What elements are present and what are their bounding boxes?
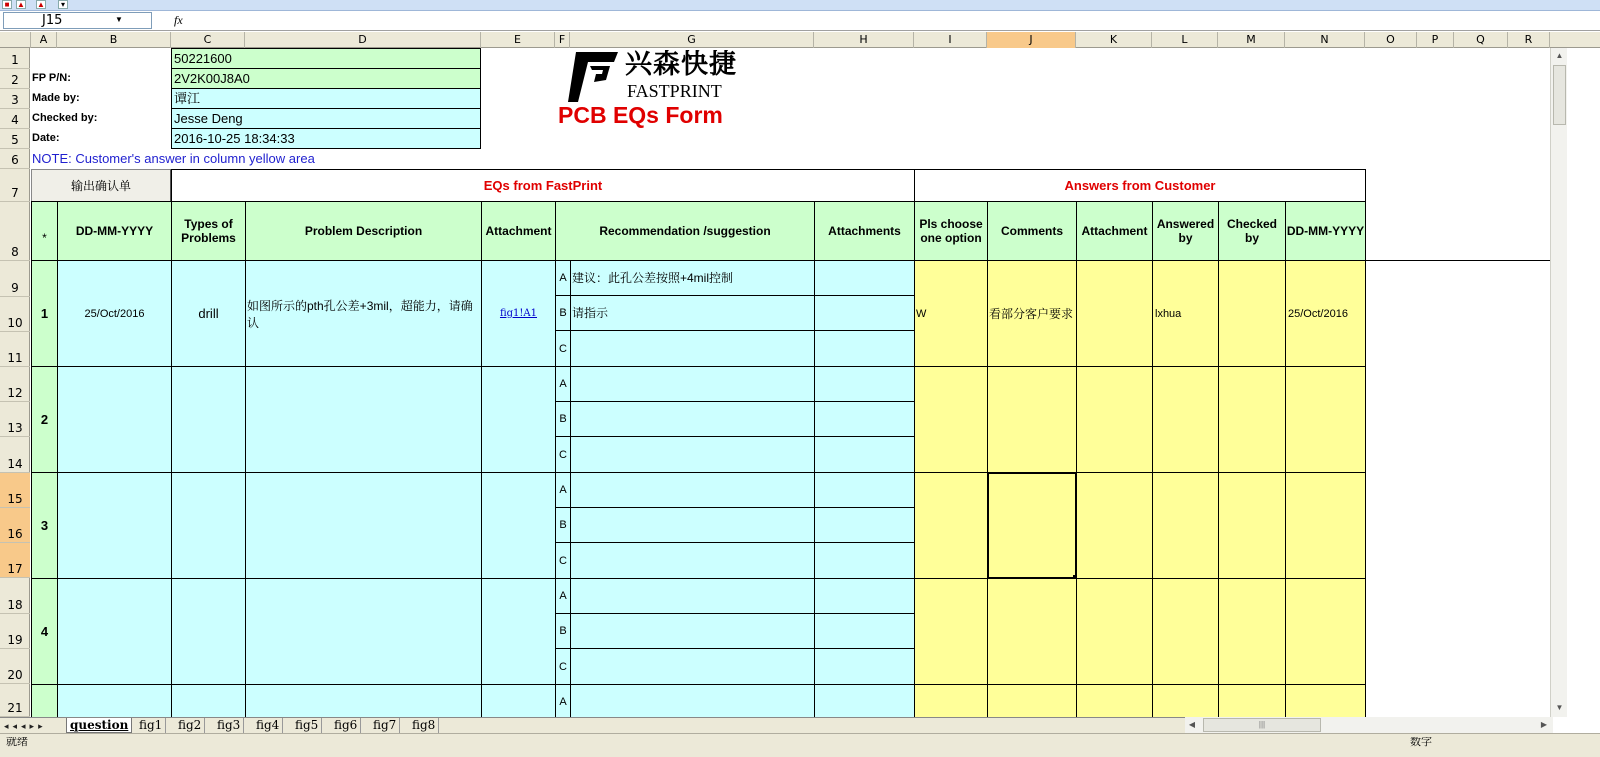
logo-cn-text: 兴森快捷 [625,50,737,80]
sheet-tab[interactable]: question [66,718,132,733]
checked-by-label: Checked by: [32,112,98,124]
answer-date[interactable]: 25/Oct/2016 [1285,260,1366,367]
eq-attachments-cell[interactable] [814,330,915,367]
option-letter: B [555,401,571,437]
option-letter: B [555,613,571,649]
name-box[interactable]: J15 [3,12,152,29]
sheet-tab[interactable]: fig3 [214,718,244,733]
eq-attachments-cell[interactable] [814,648,915,685]
eq-type[interactable] [171,366,246,473]
eq-attachments-cell[interactable] [814,507,915,543]
export-confirmation-button[interactable]: 输出确认单 [31,169,171,202]
sheet-tab[interactable]: fig2 [175,718,205,733]
header-attachment: Attachment [481,201,556,261]
option-letter: A [555,684,571,717]
row-header-bar [0,48,30,717]
date-label: Date: [32,132,60,144]
answer-checked-by[interactable] [1218,260,1286,367]
header-choose-option: Pls choose one option [914,201,988,261]
status-bar [0,733,1600,757]
eq-attachments-cell[interactable] [814,436,915,473]
row-header[interactable]: 3 [0,89,30,109]
sheet-tab[interactable]: fig5 [292,718,322,733]
header-star: * [31,201,58,261]
answer-attachment[interactable] [1076,366,1153,473]
option-letter: A [555,260,571,296]
header-types: Types of Problems [171,201,246,261]
sheet-tab[interactable]: fig8 [409,718,439,733]
made-by-value[interactable]: 谭江 [171,88,481,109]
column-header-c[interactable]: C [171,32,245,48]
option-letter: B [555,507,571,543]
eq-attachments-cell[interactable] [814,260,915,296]
eq-recommendation-c[interactable] [570,330,815,367]
header-bottom-rule [1366,260,1565,261]
horizontal-scroll-thumb[interactable]: ||| [1203,718,1321,732]
eq-type[interactable] [171,472,246,579]
pdf-export-icon[interactable]: ▲ [37,0,45,9]
row-header[interactable]: 7 [0,169,30,202]
vertical-scrollbar[interactable] [1550,48,1567,717]
eq-problem[interactable] [245,472,482,579]
logo-en-text: FASTPRINT [627,81,722,101]
row-header[interactable]: 10 [0,297,30,332]
row-header[interactable]: 2 [0,69,30,89]
eq-attachment-link[interactable] [481,366,556,473]
eq-recommendation-c[interactable] [570,542,815,579]
row-header[interactable]: 19 [0,614,30,649]
header-attachments: Attachments [814,201,915,261]
window-top-strip [0,0,1600,11]
row-header[interactable]: 16 [0,508,30,543]
quick-access-dropdown-icon[interactable]: ▾ [58,0,68,9]
answer-attachment[interactable] [1076,472,1153,579]
option-letter: C [555,542,571,579]
eq-attachments-cell[interactable] [814,366,915,402]
answer-comments[interactable]: 看部分客户要求 [987,260,1077,367]
column-header-e[interactable]: E [481,32,555,48]
eq-date[interactable] [57,366,172,473]
eq-problem[interactable] [245,684,482,717]
answer-choice[interactable] [914,578,988,685]
row-header[interactable]: 5 [0,129,30,149]
eq-recommendation-a[interactable] [570,684,815,717]
formula-input[interactable] [188,12,1598,29]
column-header-f[interactable]: F [555,32,570,48]
status-mode: 就绪 [6,737,28,747]
horizontal-scrollbar[interactable] [1185,717,1553,733]
select-all-corner[interactable] [0,32,31,48]
scroll-up-icon[interactable]: ▲ [1555,51,1564,60]
made-by-label: Made by: [32,92,80,104]
column-header-o[interactable]: O [1365,32,1417,48]
answer-attachment[interactable] [1076,578,1153,685]
eq-number: 2 [31,366,58,473]
answer-choice[interactable] [914,366,988,473]
eq-problem[interactable] [245,366,482,473]
row-header[interactable]: 21 [0,684,30,717]
option-letter: B [555,295,571,331]
eq-recommendation-a[interactable] [570,472,815,508]
answer-checked-by[interactable] [1218,684,1286,717]
header-recommendation: Recommendation /suggestion [555,201,815,261]
row-header[interactable]: 9 [0,261,30,297]
scroll-down-icon[interactable]: ▼ [1555,703,1564,712]
name-box-dropdown-icon[interactable]: ▼ [115,15,123,24]
eq-attachment-link[interactable] [481,472,556,579]
eq-recommendation-b[interactable]: 请指示 [570,295,815,331]
eq-type[interactable]: drill [171,260,246,367]
eq-attachments-cell[interactable] [814,542,915,579]
fp-pn-label: FP P/N: [32,72,71,84]
answer-choice[interactable]: W [914,260,988,367]
eq-attachment-link[interactable] [481,684,556,717]
column-header-l[interactable]: L [1152,32,1218,48]
eq-recommendation-a[interactable]: 建议：此孔公差按照+4mil控制 [570,260,815,296]
eq-attachments-cell[interactable] [814,578,915,614]
sheet-tab[interactable]: fig1 [136,718,166,733]
answer-attachment[interactable] [1076,260,1153,367]
answer-date[interactable] [1285,366,1366,473]
eq-recommendation-a[interactable] [570,366,815,402]
answer-checked-by[interactable] [1218,578,1286,685]
answer-comments[interactable] [987,684,1077,717]
checked-by-value[interactable]: Jesse Deng [171,108,481,129]
option-letter: A [555,578,571,614]
answer-answered-by[interactable] [1152,578,1219,685]
column-header-b[interactable]: B [57,32,171,48]
answer-answered-by[interactable] [1152,684,1219,717]
value-c1[interactable]: 50221600 [171,48,481,69]
column-header-a[interactable]: A [31,32,57,48]
eq-attachments-cell[interactable] [814,472,915,508]
eq-number: 1 [31,260,58,367]
form-title: PCB EQs Form [558,102,723,128]
header-date: DD-MM-YYYY [57,201,172,261]
answer-comments[interactable] [987,578,1077,685]
eq-attachments-cell[interactable] [814,295,915,331]
answer-checked-by[interactable] [1218,366,1286,473]
eq-recommendation-b[interactable] [570,401,815,437]
answer-comments[interactable] [987,366,1077,473]
eq-attachments-cell[interactable] [814,684,915,717]
answer-choice[interactable] [914,472,988,579]
column-header-bar [0,32,1600,48]
answer-date[interactable] [1285,472,1366,579]
fastprint-logo-icon [566,50,621,102]
answer-answered-by[interactable] [1152,472,1219,579]
answer-date[interactable] [1285,578,1366,685]
status-num: 数字 [1410,737,1432,747]
eq-date[interactable] [57,684,172,717]
answer-checked-by[interactable] [1218,472,1286,579]
fx-icon[interactable]: fx [174,13,183,27]
eq-problem[interactable] [245,578,482,685]
column-header-d[interactable]: D [245,32,481,48]
header-answered-by: Answered by [1152,201,1219,261]
tab-scroll-arrows-icon[interactable]: ◂◂◂▸▸ [4,721,47,731]
row-header[interactable]: 4 [0,109,30,129]
eq-problem[interactable]: 如图所示的pth孔公差+3mil，超能力，请确认 [245,260,482,367]
sheet-tab-bar [0,717,1185,733]
eq-recommendation-a[interactable] [570,578,815,614]
active-cell-j15[interactable] [987,472,1077,579]
column-header-m[interactable]: M [1218,32,1285,48]
header-comments: Comments [987,201,1077,261]
column-header-n[interactable]: N [1285,32,1365,48]
column-header-r[interactable]: R [1508,32,1550,48]
eq-recommendation-c[interactable] [570,648,815,685]
column-header-p[interactable]: P [1417,32,1454,48]
eq-number: 3 [31,472,58,579]
eq-number [31,684,58,717]
eq-type[interactable] [171,684,246,717]
header-date-customer: DD-MM-YYYY [1285,201,1366,261]
eq-recommendation-c[interactable] [570,436,815,473]
eq-recommendation-b[interactable] [570,507,815,543]
column-header-k[interactable]: K [1076,32,1152,48]
row-header[interactable]: 20 [0,649,30,684]
column-header-q[interactable]: Q [1454,32,1508,48]
row-header[interactable]: 6 [0,149,30,169]
row-header[interactable]: 17 [0,543,30,578]
option-letter: C [555,330,571,367]
row-header[interactable]: 8 [0,202,30,261]
option-letter: C [555,648,571,685]
sheet-tab[interactable]: fig6 [331,718,361,733]
header-problem: Problem Description [245,201,482,261]
section-eqs-from-fastprint: EQs from FastPrint [171,169,915,202]
row-header[interactable]: 11 [0,332,30,367]
date-value[interactable]: 2016-10-25 18:34:33 [171,128,481,149]
option-letter: C [555,436,571,473]
sheet-tab[interactable]: fig4 [253,718,283,733]
eq-attachment-link[interactable]: fig1!A1 [481,260,556,367]
row-header[interactable]: 13 [0,402,30,437]
scroll-right-icon[interactable]: ▶ [1540,720,1548,729]
scroll-left-icon[interactable]: ◀ [1188,720,1196,729]
row-header[interactable]: 14 [0,437,30,473]
column-header-h[interactable]: H [814,32,914,48]
section-answers-from-customer: Answers from Customer [914,169,1366,202]
eq-number: 4 [31,578,58,685]
eq-attachment-link[interactable] [481,578,556,685]
header-attachment-customer: Attachment [1076,201,1153,261]
eq-attachments-cell[interactable] [814,401,915,437]
column-header-j[interactable]: J [987,32,1076,48]
note-text: NOTE: Customer's answer in column yellow area [32,151,315,166]
app-icon[interactable]: ■ [2,0,12,9]
answer-date[interactable] [1285,684,1366,717]
row-header[interactable]: 12 [0,367,30,402]
column-header-i[interactable]: I [914,32,987,48]
pdf-icon[interactable]: ▲ [17,0,25,9]
answer-answered-by[interactable] [1152,366,1219,473]
eq-type[interactable] [171,578,246,685]
row-header[interactable]: 15 [0,473,30,508]
eq-attachments-cell[interactable] [814,613,915,649]
row-header[interactable]: 1 [0,48,30,69]
column-header-g[interactable]: G [570,32,814,48]
option-letter: A [555,472,571,508]
eq-date[interactable] [57,472,172,579]
row-header[interactable]: 18 [0,578,30,614]
eq-recommendation-b[interactable] [570,613,815,649]
sheet-grid[interactable] [31,48,1565,717]
fp-pn-value[interactable]: 2V2K00J8A0 [171,68,481,89]
answer-answered-by[interactable]: lxhua [1152,260,1219,367]
option-letter: A [555,366,571,402]
vertical-scroll-thumb[interactable] [1553,65,1566,125]
header-checked-by: Checked by [1218,201,1286,261]
sheet-tab[interactable]: fig7 [370,718,400,733]
answer-choice[interactable] [914,684,988,717]
answer-attachment[interactable] [1076,684,1153,717]
eq-date[interactable] [57,578,172,685]
eq-date[interactable]: 25/Oct/2016 [57,260,172,367]
